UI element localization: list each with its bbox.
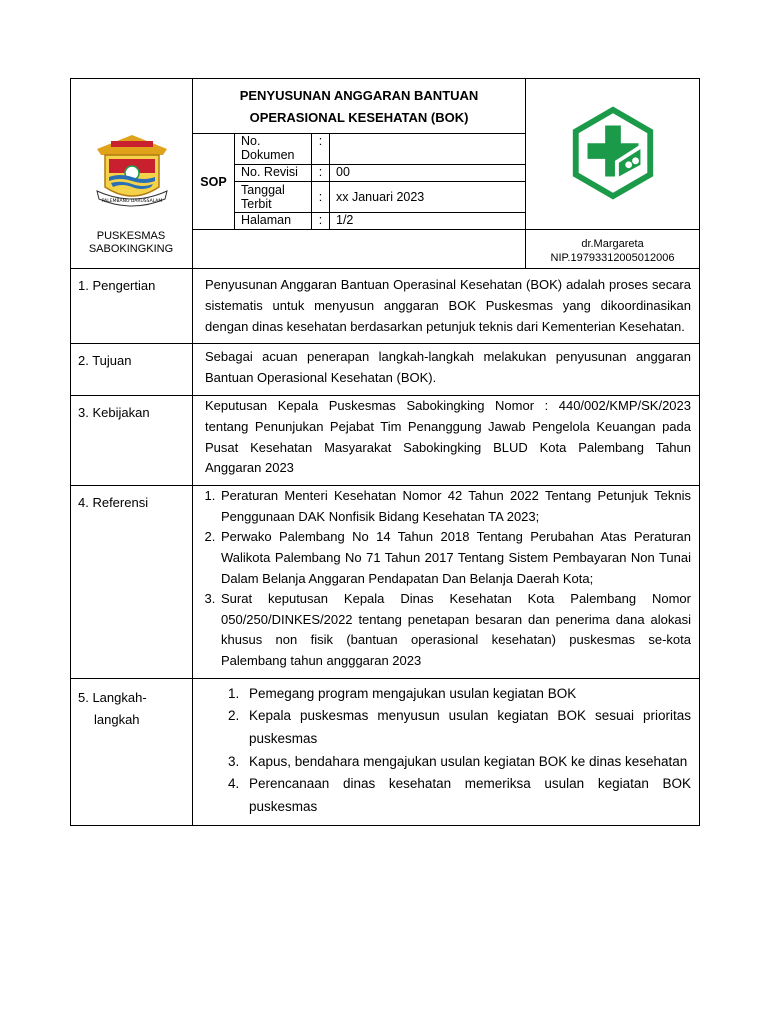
- blank-cell: [193, 230, 526, 269]
- langkah-label-line-1: 5. Langkah-: [78, 689, 147, 705]
- referensi-list: [203, 486, 691, 671]
- meta-label-tanggal-terbit: Tanggal Terbit: [235, 182, 312, 213]
- langkah-label-line-2: langkah: [94, 711, 140, 727]
- title-line-2: OPERASIONAL KESEHATAN (BOK): [249, 110, 469, 125]
- section-text-tujuan: Sebagai acuan penerapan langkah-langkah melakukan penyusunan anggaran Bantuan Operasional Kesehatan (BOK).: [193, 344, 700, 396]
- meta-colon: :: [312, 165, 330, 182]
- list-item: 2. Perwako Palembang No 14 Tahun 2018 Tentang Perubahan Atas Peraturan Walikota Palembang No 71 Tahun 2017 Tentang Sistem Pembayaran Non Tunai Dalam Belanja Anggaran Pendapatan Dan Belanja Daerah Kota;: [219, 527, 691, 589]
- puskesmas-line-2: SABOKINGKING: [88, 243, 174, 255]
- document-title: [193, 79, 526, 134]
- section-list-referensi: [193, 486, 700, 678]
- section-label-kebijakan: 3. Kebijakan: [71, 395, 193, 485]
- puskesmas-name: [71, 230, 191, 256]
- langkah-list: [205, 683, 691, 819]
- list-item: 4. Perencanaan dinas kesehatan memeriksa usulan kegiatan BOK puskesmas: [243, 773, 691, 818]
- meta-label-halaman: Halaman: [235, 213, 312, 230]
- list-item: 1. Peraturan Menteri Kesehatan Nomor 42 Tahun 2022 Tentang Petunjuk Teknis Penggunaan DAK Nonfisik Bidang Kesehatan TA 2023;: [219, 486, 691, 527]
- meta-colon: :: [312, 182, 330, 213]
- palembang-city-logo-icon: [89, 129, 175, 215]
- title-line-1: PENYUSUNAN ANGGARAN BANTUAN: [239, 88, 479, 103]
- list-item: 3. Surat keputusan Kepala Dinas Kesehatan Kota Palembang Nomor 050/250/DINKES/2022 tentang penetapan besaran dan penerima dana alokasi khusus non fisik (bantuan operasional kesehatan) puskesmas se-kota Palembang tahun angggaran 2023: [219, 589, 691, 671]
- sop-body-table: [70, 269, 700, 826]
- signer-name: dr.Margareta: [581, 238, 644, 250]
- meta-value-no-dokumen: [330, 134, 526, 165]
- section-label-langkah: [71, 678, 193, 825]
- meta-colon: :: [312, 134, 330, 165]
- section-list-langkah: [193, 678, 700, 825]
- section-label-pengertian: 1. Pengertian: [71, 269, 193, 344]
- meta-value-tanggal-terbit: xx Januari 2023: [330, 182, 526, 213]
- section-label-tujuan: 2. Tujuan: [71, 344, 193, 396]
- meta-colon: :: [312, 213, 330, 230]
- list-item: 1. Pemegang program mengajukan usulan kegiatan BOK: [243, 683, 691, 706]
- puskesmas-line-1: PUSKESMAS: [96, 230, 166, 242]
- section-label-referensi: 4. Referensi: [71, 486, 193, 678]
- puskesmas-logo-cell: [526, 79, 700, 230]
- list-item: 2. Kepala puskesmas menyusun usulan kegiatan BOK sesuai prioritas puskesmas: [243, 705, 691, 750]
- section-text-pengertian: Penyusunan Anggaran Bantuan Operasinal Kesehatan (BOK) adalah proses secara sistematis untuk menyusun anggaran BOK Puskesmas yang dikoordinasikan dengan dinas kesehatan berdasarkan petunjuk teknis dari Kementerian Kesehatan.: [193, 269, 700, 344]
- meta-label-no-dokumen: No. Dokumen: [235, 134, 312, 165]
- puskesmas-logo-icon: [564, 104, 662, 202]
- meta-value-no-revisi: 00: [330, 165, 526, 182]
- section-text-kebijakan: Keputusan Kepala Puskesmas Sabokingking Nomor : 440/002/KMP/SK/2023 tentang Penunjukan Pejabat Tim Penanggung Jawab Pengelola Keuangan pada Pusat Kesehatan Masyarakat Sabokingking BLUD Kota Palembang Tahun Anggaran 2023: [193, 395, 700, 485]
- signer-nip: NIP.19793312005012006: [550, 252, 675, 264]
- svg-text:PALEMBANG DARUSSALAM: PALEMBANG DARUSSALAM: [101, 199, 162, 204]
- signature-block: [526, 230, 700, 269]
- sop-document: [70, 78, 699, 826]
- list-item: 3. Kapus, bendahara mengajukan usulan kegiatan BOK ke dinas kesehatan: [243, 751, 691, 774]
- meta-value-halaman: 1/2: [330, 213, 526, 230]
- meta-label-no-revisi: No. Revisi: [235, 165, 312, 182]
- sop-label: SOP: [193, 134, 235, 230]
